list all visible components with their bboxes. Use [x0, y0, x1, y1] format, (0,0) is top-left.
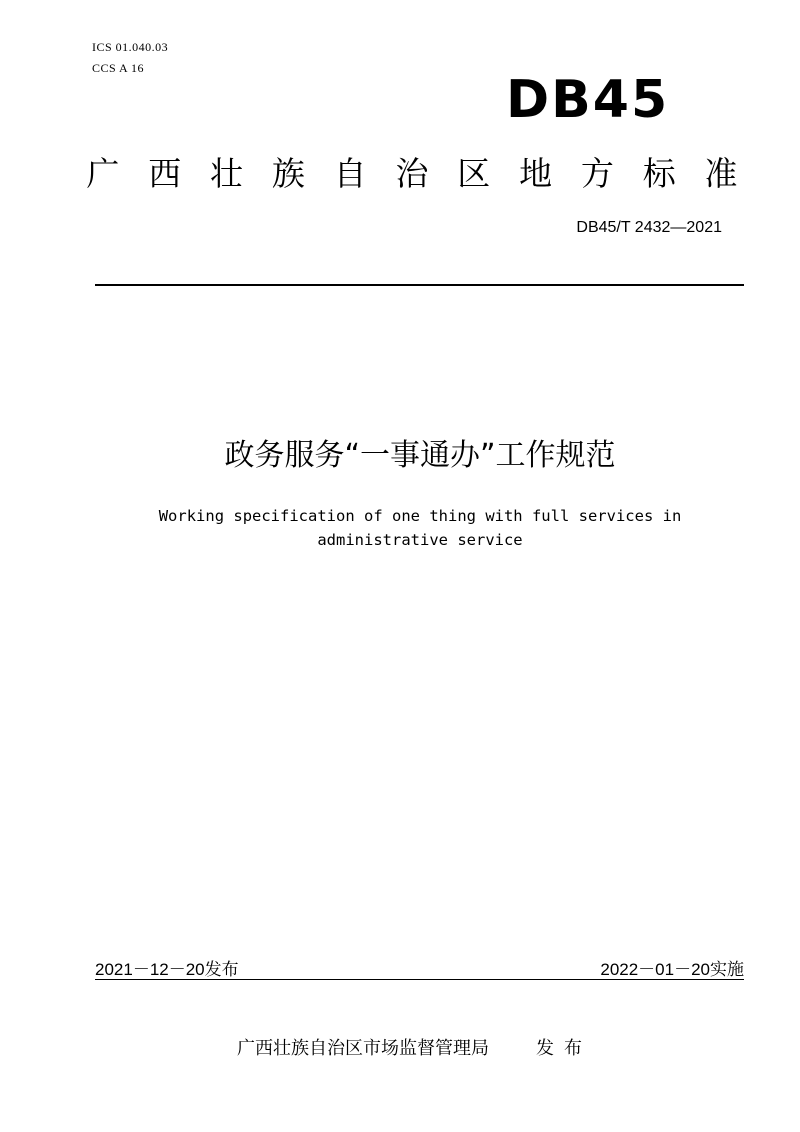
standard-title-char: 方 — [580, 154, 614, 193]
db45-logo: DB45 — [506, 70, 670, 130]
standard-title-char: 自 — [333, 154, 367, 193]
standard-title-char: 准 — [704, 154, 738, 193]
standard-title-char: 壮 — [210, 154, 244, 193]
ccs-code: CCS A 16 — [92, 61, 145, 75]
document-title: 政务服务“一事通办”工作规范 — [224, 438, 616, 473]
standard-number: DB45/T 2432—2021 — [576, 219, 722, 236]
ics-code: ICS 01.040.03 — [92, 40, 169, 54]
issue-verb: 发布 — [536, 1038, 592, 1059]
standard-title-char: 区 — [457, 154, 491, 193]
top-divider — [95, 284, 744, 286]
issuer-name: 广西壮族自治区市场监督管理局 — [237, 1038, 489, 1059]
standard-title-char: 西 — [148, 154, 182, 193]
document-subtitle: Working specification of one thing with full services in administrative service — [158, 507, 682, 549]
standard-title-char: 治 — [395, 154, 429, 193]
release-date: 2021－12－20发布 — [95, 960, 239, 979]
implementation-date: 2022－01－20实施 — [600, 960, 744, 979]
standard-title-char: 广 — [86, 154, 120, 193]
standard-title-char: 地 — [519, 154, 553, 193]
bottom-divider — [95, 979, 744, 980]
standard-title — [72, 150, 752, 198]
standard-title-char: 标 — [642, 154, 676, 193]
standard-title-char: 族 — [271, 154, 305, 193]
